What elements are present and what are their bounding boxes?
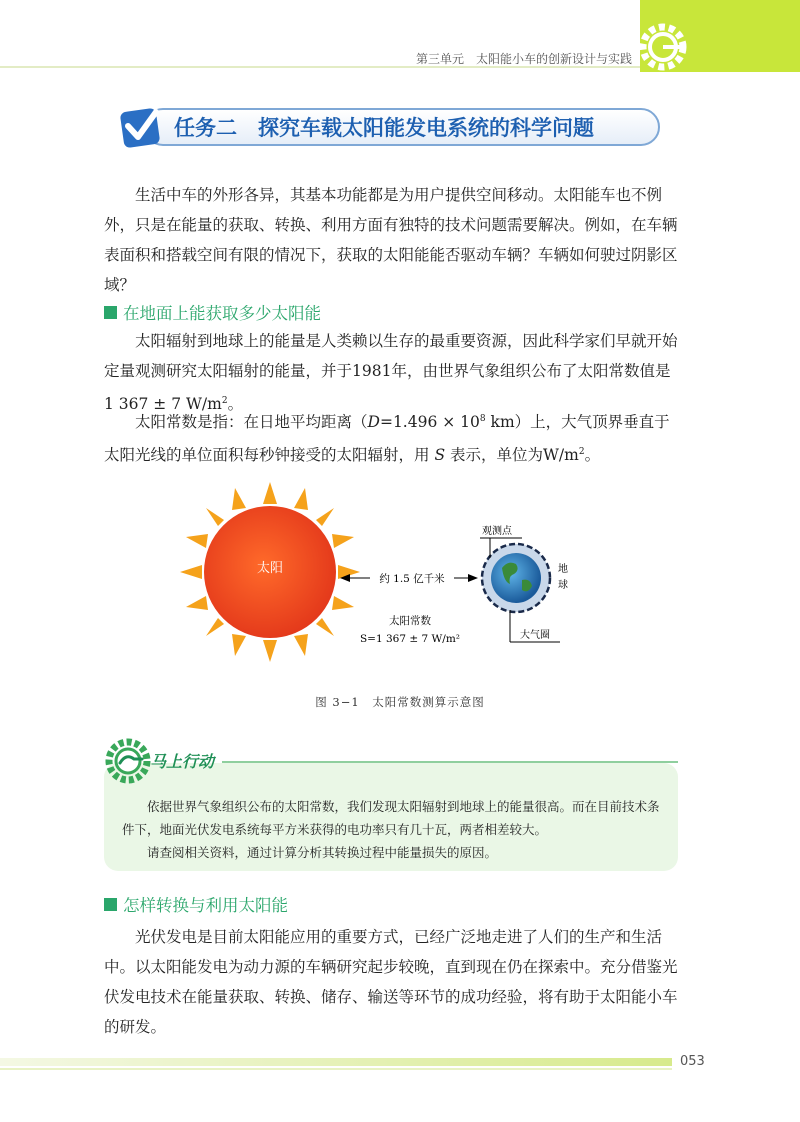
earth-label-1: 地 xyxy=(558,564,568,575)
p2-d: D xyxy=(367,413,380,432)
p2-s: S xyxy=(434,446,446,465)
footer-bar xyxy=(0,1058,672,1066)
earth-icon xyxy=(482,544,550,612)
action-paragraph-2: 请查阅相关资料，通过计算分析其转换过程中能量损失的原因。 xyxy=(147,845,498,860)
section-heading-text: 怎样转换与利用太阳能 xyxy=(123,896,288,915)
p2-f: 。 xyxy=(584,446,601,465)
section-heading-convert xyxy=(104,892,288,916)
unit-header: 第三单元 太阳能小车的创新设计与实践 xyxy=(415,52,632,66)
p2-sup2: 2 xyxy=(578,447,585,458)
action-title: 马上行动 xyxy=(150,752,215,771)
gear-icon xyxy=(636,20,690,74)
p2-a: 太阳常数是指：在日地平均距离（ xyxy=(135,413,368,432)
figure-caption: 图 3−1 太阳常数测算示意图 xyxy=(315,695,485,709)
solar-constant-diagram xyxy=(180,482,600,682)
section-heading-text: 在地面上能获取多少太阳能 xyxy=(123,304,321,323)
square-bullet-icon xyxy=(104,306,117,319)
square-bullet-icon xyxy=(104,898,117,911)
action-header xyxy=(104,735,684,785)
p1-sup: 2 xyxy=(221,396,228,406)
p2-c: km）上，大气顶界垂直于太阳光线的单位面积每秒钟接受的太阳辐射，用 xyxy=(104,413,670,465)
section-heading-solar-amount xyxy=(104,300,321,324)
checkmark-icon xyxy=(118,104,164,150)
sun-label: 太阳 xyxy=(256,561,284,576)
p2-e: 表示，单位为W/m xyxy=(445,446,579,465)
p1-text: 太阳辐射到地球上的能量是人类赖以生存的最重要资源，因此科学家们早就开始定量观测研究太阳辐射的能量，并于1981年，由世界气象组织公布了太阳常数值是1 367 ± 7 W/m xyxy=(104,332,678,414)
p2-sup1: 8 xyxy=(479,414,486,424)
gear-hand-icon xyxy=(104,735,156,787)
page-title: 任务二 探究车载太阳能发电系统的科学问题 xyxy=(174,116,594,140)
section2-paragraph: 光伏发电是目前太阳能应用的重要方式，已经广泛地走进了人们的生产和生活中。以太阳能发电为动力源的车辆研究起步较晚，直到现在仍在探索中。充分借鉴光伏发电技术在能量获取、转换、储存、输送等环节的成功经验，将有助于太阳能小车的研发。 xyxy=(104,928,678,1036)
distance-label: 约 1.5 亿千米 xyxy=(379,573,445,585)
action-rule xyxy=(222,761,678,763)
constant-formula: S=1 367 ± 7 W/m² xyxy=(359,633,461,645)
task-title-banner xyxy=(118,104,662,150)
corner-decoration xyxy=(640,0,800,72)
intro-paragraph: 生活中车的外形各异，其基本功能都是为用户提供空间移动。太阳能车也不例外，只是在能量的获取、转换、利用方面有独特的技术问题需要解决。例如，在车辆表面积和搭载空间有限的情况下，获取的太阳能能否驱动车辆？车辆如何驶过阴影区域？ xyxy=(104,186,678,294)
footer-rule xyxy=(0,1068,672,1070)
p2-b: =1.496 × 10 xyxy=(379,413,480,432)
atmosphere-label: 大气圈 xyxy=(520,630,550,641)
earth-label-2: 球 xyxy=(558,580,568,591)
constant-label: 太阳常数 xyxy=(389,615,431,627)
observe-point-label: 观测点 xyxy=(482,526,512,537)
p1-end: 。 xyxy=(227,395,244,414)
action-paragraph-1: 依据世界气象组织公布的太阳常数，我们发现太阳辐射到地球上的能量很高。而在目前技术条件下，地面光伏发电系统每平方米获得的电功率只有几十瓦，两者相差较大。 xyxy=(122,799,660,837)
page-number: 053 xyxy=(680,1054,705,1069)
section1-paragraph-2 xyxy=(104,404,680,470)
